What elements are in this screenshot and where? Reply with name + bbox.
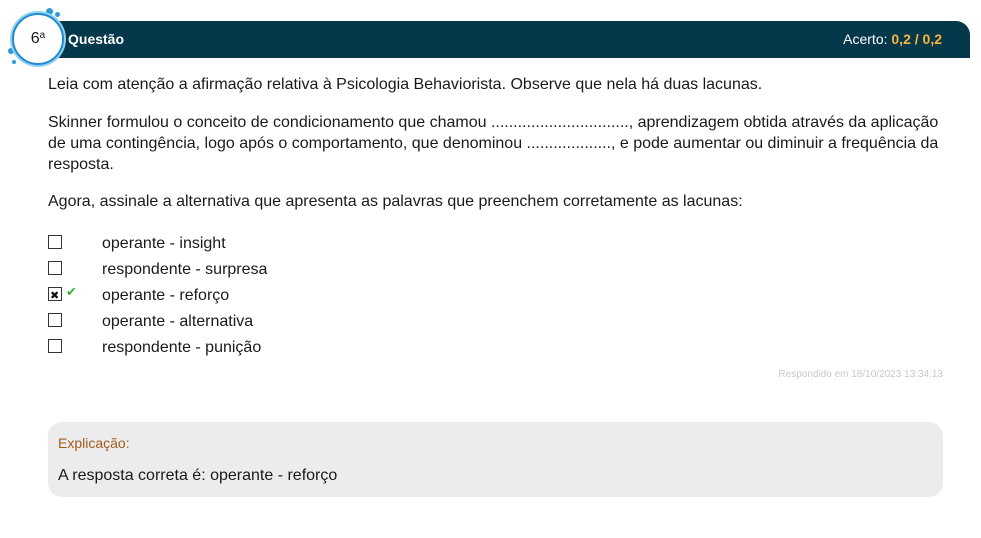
option-checkbox[interactable] <box>48 339 62 353</box>
option-3[interactable] <box>48 285 548 309</box>
option-4[interactable] <box>48 311 548 335</box>
option-5[interactable] <box>48 337 548 361</box>
score-label: Acerto: <box>843 31 888 47</box>
option-checkbox[interactable] <box>48 261 62 275</box>
score <box>843 31 942 47</box>
explanation-title: Explicação: <box>58 435 130 451</box>
option-label: respondente - punição <box>102 339 262 356</box>
option-checkbox[interactable] <box>48 313 62 327</box>
option-2[interactable] <box>48 259 548 283</box>
explanation-text: A resposta correta é: operante - reforço <box>58 467 338 484</box>
option-label: operante - insight <box>102 235 226 252</box>
option-label: operante - alternativa <box>102 313 254 330</box>
score-value: 0,2 <box>891 31 911 47</box>
question-prompt: Agora, assinale a alternativa que apresenta as palavras que preenchem corretamente as lacunas: <box>48 193 743 210</box>
option-label: operante - reforço <box>102 287 230 304</box>
question-header <box>38 21 970 58</box>
score-separator: / <box>910 31 923 47</box>
question-number-badge <box>8 8 68 68</box>
x-mark-icon[interactable] <box>48 287 62 301</box>
option-1[interactable] <box>48 233 548 257</box>
option-checkbox[interactable] <box>48 235 62 249</box>
question-intro: Leia com atenção a afirmação relativa à Psicologia Behaviorista. Observe que nela há duas lacunas. <box>48 76 763 93</box>
check-icon: ✔ <box>66 285 77 300</box>
question-number: 6 $^a$ <box>30 29 46 47</box>
answered-timestamp: Respondido em 18/10/2023 13:34:13 <box>778 369 943 380</box>
explanation-box <box>48 422 943 497</box>
option-label: respondente - surpresa <box>102 261 268 278</box>
question-title: Questão <box>68 31 125 47</box>
question-statement: Skinner formulou o conceito de condicionamento que chamou ..............................., aprendizagem obtida através da aplicação de uma contingência, logo após o comportamento, que denominou ..................., e pode aumentar ou diminuir a frequência da resposta. <box>48 114 939 173</box>
score-max: 0,2 <box>922 31 942 47</box>
